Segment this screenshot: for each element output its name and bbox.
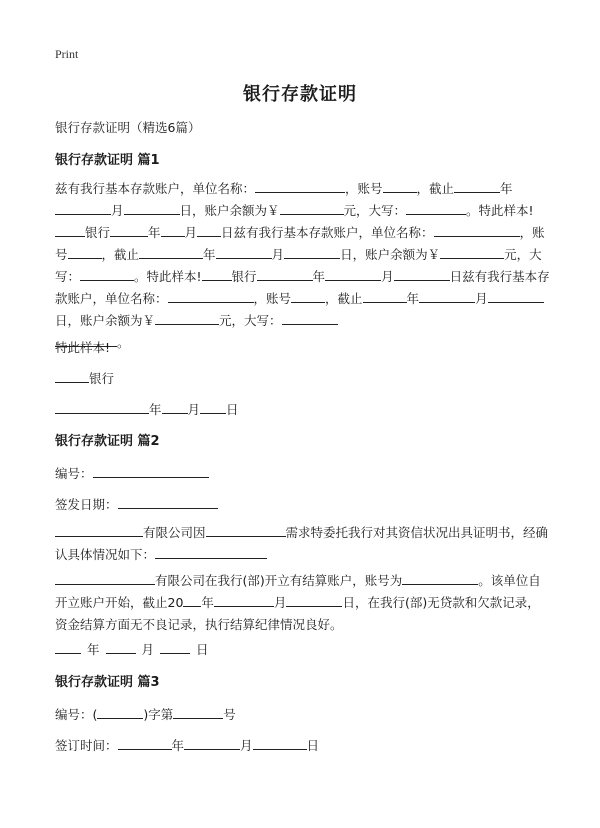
fill-blank <box>55 572 155 585</box>
text-segment: 日，账户余额为￥ <box>340 247 441 262</box>
text-segment: 年 <box>406 291 420 306</box>
text-segment: 月 <box>187 402 201 417</box>
fill-blank <box>161 224 185 237</box>
section3-sign-time-line <box>55 736 555 755</box>
text-segment: 。 <box>117 335 130 350</box>
fill-blank <box>434 224 520 237</box>
fill-blank <box>173 706 223 719</box>
fill-blank <box>55 524 143 537</box>
fill-blank <box>214 594 274 607</box>
text-segment: 元，大写： <box>219 313 282 328</box>
fill-blank <box>55 401 149 414</box>
text-segment: 日兹有我行基本存款账户，单位名称： <box>221 225 434 240</box>
text-segment: 兹有我行基本存款账户，单位名称： <box>55 181 256 196</box>
text-segment: 日 <box>196 642 209 657</box>
fill-blank <box>257 268 313 281</box>
text-segment: 。特此样本! <box>134 269 202 284</box>
print-label: Print <box>55 47 79 61</box>
section2-paragraph-1 <box>55 522 550 566</box>
text-segment: ，截止 <box>416 181 455 196</box>
section2-heading: 银行存款证明 篇2 <box>55 434 160 449</box>
fill-blank <box>110 224 148 237</box>
text-segment: 年 <box>201 595 214 610</box>
fill-blank <box>162 401 188 414</box>
fill-blank <box>394 268 450 281</box>
fill-blank <box>80 268 134 281</box>
text-segment: 银行 <box>85 225 111 240</box>
text-segment: 月 <box>475 291 488 306</box>
fill-blank <box>184 737 240 750</box>
text-segment: 日 <box>306 738 320 753</box>
fill-blank <box>363 290 407 303</box>
text-segment: 月 <box>273 595 287 610</box>
fill-blank <box>286 594 342 607</box>
fill-blank <box>55 641 81 654</box>
text-segment: 日，账户余额为￥ <box>55 313 156 328</box>
text-segment: 年 <box>149 402 162 417</box>
text-segment: )字第 <box>143 707 174 722</box>
section2-number-line <box>55 464 555 483</box>
fill-blank <box>155 312 219 325</box>
section3-heading: 银行存款证明 篇3 <box>55 675 160 690</box>
section1-closing: 特此样本! <box>55 340 111 355</box>
section1-paragraph <box>55 178 550 354</box>
fill-blank <box>406 202 466 215</box>
section2-date-line <box>55 640 555 659</box>
fill-blank <box>55 202 111 215</box>
text-segment: 号 <box>223 707 236 722</box>
text-segment: 年 <box>500 181 513 196</box>
text-segment: 签发日期： <box>55 497 118 512</box>
fill-blank <box>124 202 180 215</box>
fill-blank <box>284 246 340 259</box>
text-segment: ，截止 <box>325 291 363 306</box>
fill-blank <box>255 180 345 193</box>
text-segment: 月 <box>141 642 155 657</box>
section1-date-line <box>55 400 555 419</box>
fill-blank <box>454 180 500 193</box>
fill-blank <box>118 496 218 509</box>
text-segment: ，账号 <box>345 181 383 196</box>
section1-bank-line <box>55 369 555 388</box>
fill-blank <box>68 246 102 259</box>
fill-blank <box>291 290 325 303</box>
text-segment: 日兹有我行基本存款账户，单位名称： <box>55 269 550 306</box>
text-segment: 编号： <box>55 466 93 481</box>
fill-blank <box>440 246 504 259</box>
fill-blank <box>253 737 307 750</box>
text-segment: 需求特委托我行对其资信状况出具证明书，经确认具体情况如下： <box>55 525 549 562</box>
section1-heading: 银行存款证明 篇1 <box>55 153 160 168</box>
fill-blank <box>419 290 475 303</box>
text-segment: 有限公司因 <box>143 525 206 540</box>
fill-blank <box>139 246 203 259</box>
section3-number-line <box>55 705 555 724</box>
fill-blank <box>183 594 201 607</box>
text-segment: 日，在我行(部)无贷款和欠款记录，资金结算方面无不良记录，执行结算纪律情况良好。 <box>55 595 540 632</box>
text-segment: 签订时间： <box>55 738 118 753</box>
text-segment: 。特此样本! <box>466 203 534 218</box>
fill-blank <box>97 706 143 719</box>
section2-issue-date-line <box>55 495 555 514</box>
text-segment: 月 <box>184 225 198 240</box>
text-segment: ，账号 <box>55 225 545 262</box>
fill-blank <box>55 370 89 383</box>
fill-blank <box>55 224 85 237</box>
text-segment: 年 <box>148 225 161 240</box>
fill-blank <box>280 202 344 215</box>
text-segment: 元，大写： <box>343 203 407 218</box>
fill-blank <box>118 737 172 750</box>
text-segment: 银行 <box>231 269 257 284</box>
fill-blank <box>282 312 338 325</box>
fill-blank <box>488 290 544 303</box>
text-segment: 年 <box>171 738 185 753</box>
fill-blank <box>160 641 190 654</box>
fill-blank <box>383 180 417 193</box>
fill-blank <box>155 546 267 559</box>
text-segment: 月 <box>271 247 285 262</box>
fill-blank <box>206 524 286 537</box>
fill-blank <box>202 268 232 281</box>
text-segment: 年 <box>312 269 326 284</box>
text-segment: 月 <box>111 203 124 218</box>
fill-blank <box>93 465 209 478</box>
text-segment: 月 <box>381 269 394 284</box>
text-segment: ，账号 <box>253 291 292 306</box>
text-segment: 日，账户余额为￥ <box>179 203 280 218</box>
fill-blank <box>197 224 221 237</box>
fill-blank <box>168 290 254 303</box>
section2-paragraph-2 <box>55 570 550 636</box>
fill-blank <box>402 572 478 585</box>
text-segment: 有限公司在我行(部)开立有结算账户，账号为 <box>155 573 403 588</box>
text-segment: 编号：( <box>55 707 98 722</box>
fill-blank <box>216 246 272 259</box>
text-segment: 银行 <box>89 371 115 386</box>
document-title: 银行存款证明 <box>243 84 357 105</box>
text-segment: 年 <box>203 247 216 262</box>
text-segment: 日 <box>226 402 239 417</box>
text-segment: ，截止 <box>101 247 140 262</box>
text-segment: 。该单位自开立账户开始，截止20 <box>55 573 541 610</box>
text-segment: 月 <box>240 738 253 753</box>
document-subtitle: 银行存款证明（精选6篇） <box>55 120 201 135</box>
fill-blank <box>200 401 226 414</box>
text-segment: 元，大写： <box>55 247 542 284</box>
text-segment: 年 <box>87 642 100 657</box>
fill-blank <box>106 641 136 654</box>
fill-blank <box>325 268 381 281</box>
